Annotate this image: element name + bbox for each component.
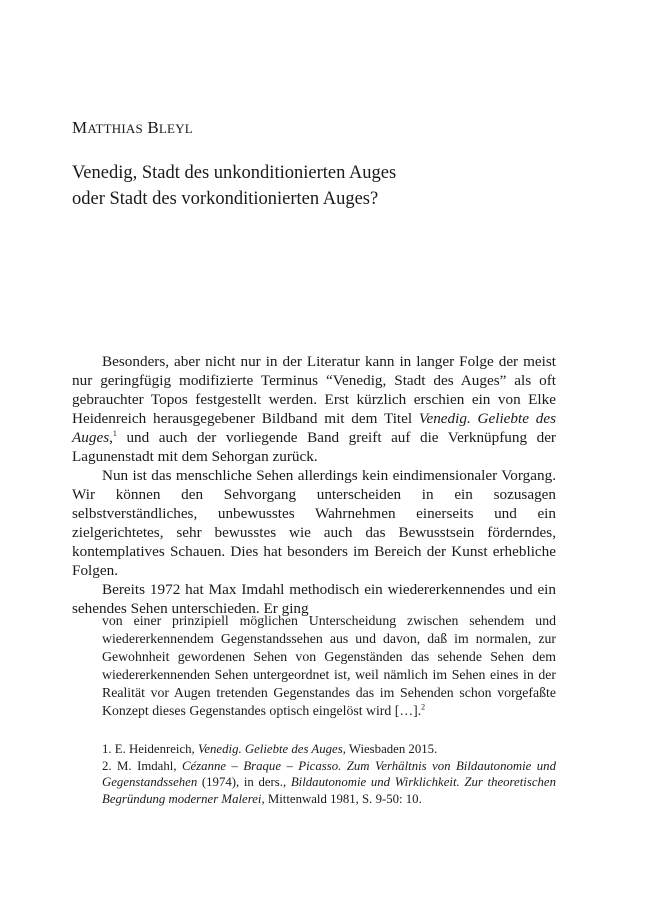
block-quote — [102, 612, 556, 720]
footnote-ref-2[interactable]: 2 — [421, 702, 426, 712]
footnote-1-title: Venedig. Geliebte des Auges — [197, 742, 343, 756]
author-last-rest: LEYL — [158, 121, 193, 136]
paragraph-2: Nun ist das menschliche Sehen allerdings kein eindimensionaler Vorgang. Wir können den Sehvorgang unterscheiden in ein sozusagen selbstverständliches, unbewusstes Wahrnehmen einerseits und ein zielgerichtetes, sehr bewusstes wie auch das Bewusstsein förderndes, kontemplatives Schauen. Dies hat besonders im Bereich der Kunst erhebliche Folgen. — [72, 467, 556, 579]
footnote-2-title-2: Bildautonomie und Wirklichkeit. Zur theoretischen Begründung moderner Malerei — [102, 775, 556, 806]
paragraph-1-text-b: und auch der vorliegende Band greift auf die Verknüpfung der Lagunenstadt mit dem Sehorgan zurück. — [72, 429, 556, 465]
author-last-initial: B — [147, 118, 159, 137]
footnote-2-mid: (1974), in ders., — [197, 775, 291, 789]
title-line-2: oder Stadt des vorkonditionierten Auges? — [72, 189, 379, 209]
author-first-rest: ATTHIAS — [87, 121, 143, 136]
paragraph-1: Besonders, aber nicht nur in der Literatur kann in langer Folge der meist nur geringfügig modifizierte Terminus “Venedig, Stadt des Auges” als oft gebrauchter Topos festgestellt werden. Erst kürzlich erschien ein von Elke Heidenreich herausgegebener Bildband mit dem Titel Venedig. Geliebte des Auges,$^1$ und auch der vorliegende Band greift auf die Verknüpfung der Lagunenstadt mit dem Sehorgan zurück. — [72, 353, 556, 465]
body-text — [72, 352, 556, 618]
article-title — [72, 160, 572, 212]
author-first-initial: M — [72, 118, 88, 137]
footnote-1-suffix: , Wiesbaden 2015. — [342, 742, 438, 756]
footnotes — [102, 741, 556, 807]
paragraph-1-text-a: Besonders, aber nicht nur in der Literatur kann in langer Folge der meist nur geringfügig modifizierte Terminus “Venedig, Stadt des Auges” als oft gebrauchter Topos festgestellt werden. Erst kürzlich erschien ein von Elke Heidenreich herausgegebener Bildband mit dem Titel — [72, 353, 556, 427]
title-line-1: Venedig, Stadt des unkonditionierten Auges — [72, 163, 397, 183]
footnote-1 — [102, 741, 556, 758]
footnote-2-title-1: Cézanne – Braque – Picasso. Zum Verhältnis von Bildautonomie und Gegenstandssehen — [102, 758, 556, 789]
footnote-ref-1[interactable]: 1 — [112, 428, 117, 438]
author-name — [72, 118, 193, 138]
paragraph-3: Bereits 1972 hat Max Imdahl methodisch ein wiedererkennendes und ein sehendes Sehen unterschieden. Er ging — [72, 581, 556, 617]
quote-text: von einer prinzipiell möglichen Unterscheidung zwischen sehendem und wiedererkennendem Gegenstandssehen aus und davon, daß im normalen, zur Gewohnheit gewordenen Sehen von Gegenständen das sehende Sehen dem wiedererkennenden Sehen untergeordnet ist, weil nämlich im Sehen eines in der Realität vor Augen tretenden Gegenstandes das im Sehenden schon vorgefaßte Konzept dieses Gegenstandes optisch eingelöst wird […]. — [102, 613, 556, 718]
footnote-2-prefix: 2. M. Imdahl, — [102, 758, 182, 773]
footnote-2 — [102, 758, 556, 808]
paragraph-1-italic-title: Venedig. Geliebte des Auges — [72, 410, 556, 446]
footnote-1-prefix: 1. E. Heidenreich, — [102, 742, 198, 756]
footnote-2-suffix: , Mittenwald 1981, S. 9-50: 10. — [261, 791, 422, 806]
